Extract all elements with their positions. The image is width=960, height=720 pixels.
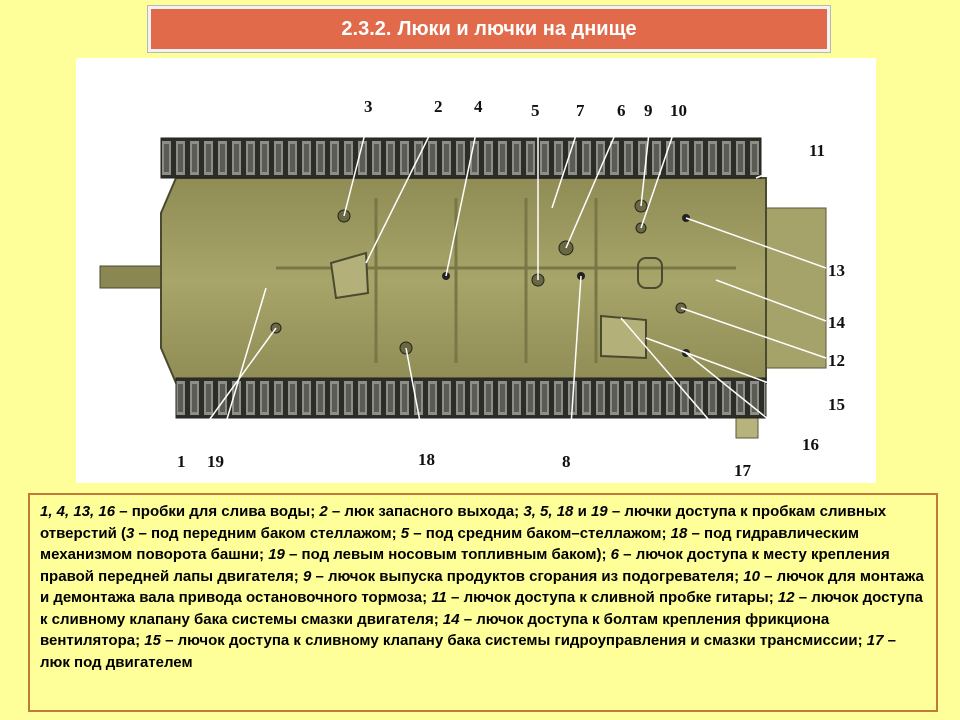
tank-bottom-image xyxy=(76,58,876,483)
title-number: 2.3.2. xyxy=(341,17,392,40)
callout-10: 10 xyxy=(670,101,687,120)
callout-5: 5 xyxy=(531,101,540,120)
callout-1: 1 xyxy=(177,452,186,471)
legend-item-text: – под гидравлическим механизмом поворота башни; xyxy=(40,524,860,563)
callout-19: 19 xyxy=(207,452,224,471)
legend-item-number: 9 xyxy=(302,567,312,585)
legend-item-number: 18 xyxy=(670,524,688,542)
legend-item-text: – пробки для слива воды; xyxy=(115,503,320,520)
legend-item-number: 14 xyxy=(442,610,460,628)
legend-item-text: и xyxy=(573,503,591,520)
callout-8: 8 xyxy=(562,452,571,471)
legend-item-number: 3, 5, 18 xyxy=(523,503,574,520)
callout-2: 2 xyxy=(434,97,443,116)
callout-7: 7 xyxy=(576,101,585,120)
legend-item-text: – под средним баком–стеллажом; xyxy=(409,524,671,542)
tank-bottom-diagram xyxy=(76,58,876,483)
legend-item-text: – лючок доступа к болтам крепления фрикциона вентилятора; xyxy=(40,610,830,649)
legend-item-number: 1, 4, 13, 16 xyxy=(40,503,116,520)
legend-item-text: – под левым носовым топливным баком); xyxy=(284,546,611,563)
legend-item-text: – под передним баком стеллажом; xyxy=(134,524,401,542)
legend-item-text: – лючок доступа к сливной пробке гитары; xyxy=(446,589,778,606)
callout-15: 15 xyxy=(828,395,845,414)
slide-title xyxy=(148,6,830,52)
legend-item-text: – лючок доступа к сливному клапану бака системы смазки двигателя; xyxy=(40,589,923,628)
legend-item-number: 11 xyxy=(431,589,447,606)
callout-9: 9 xyxy=(644,101,653,120)
legend-text xyxy=(28,493,938,712)
legend-item-text: – лючки доступа к пробкам сливных отверстий ( xyxy=(40,503,887,542)
legend-item-number: 12 xyxy=(777,589,795,606)
callout-3: 3 xyxy=(364,97,373,116)
legend-item-text: – люк под двигателем xyxy=(40,632,896,671)
callout-6: 6 xyxy=(617,101,626,120)
legend-item-number: 3 xyxy=(125,524,135,542)
legend-item-number: 10 xyxy=(743,567,760,585)
legend-item-number: 5 xyxy=(400,524,410,542)
callout-17: 17 xyxy=(734,461,751,480)
callout-11: 11 xyxy=(809,141,826,160)
callout-13: 13 xyxy=(828,261,845,280)
callout-14: 14 xyxy=(828,313,845,332)
legend-item-text: – лючок для монтажа и демонтажа вала привода остановочного тормоза; xyxy=(40,567,924,606)
callout-16: 16 xyxy=(802,435,819,454)
callout-4: 4 xyxy=(474,97,483,116)
legend-item-number: 15 xyxy=(144,632,161,649)
legend-item-number: 6 xyxy=(610,546,620,563)
legend-item-number: 19 xyxy=(268,546,285,563)
title-text: Люки и лючки на днище xyxy=(397,17,637,40)
legend-item-text: – лючок доступа к месту крепления правой передней лапы двигателя; xyxy=(40,546,890,585)
legend-item-number: 2 xyxy=(319,503,328,520)
legend-item-number: 17 xyxy=(866,632,884,649)
legend-item-text: – лючок доступа к сливному клапану бака системы гидроуправления и смазки трансмиссии; xyxy=(160,632,867,649)
legend-item-text: – лючок выпуска продуктов сгорания из подогревателя; xyxy=(311,567,744,585)
callout-12: 12 xyxy=(828,351,845,370)
callout-18: 18 xyxy=(418,450,435,469)
legend-item-number: 19 xyxy=(590,503,608,520)
legend-item-text: – люк запасного выхода; xyxy=(327,503,524,520)
